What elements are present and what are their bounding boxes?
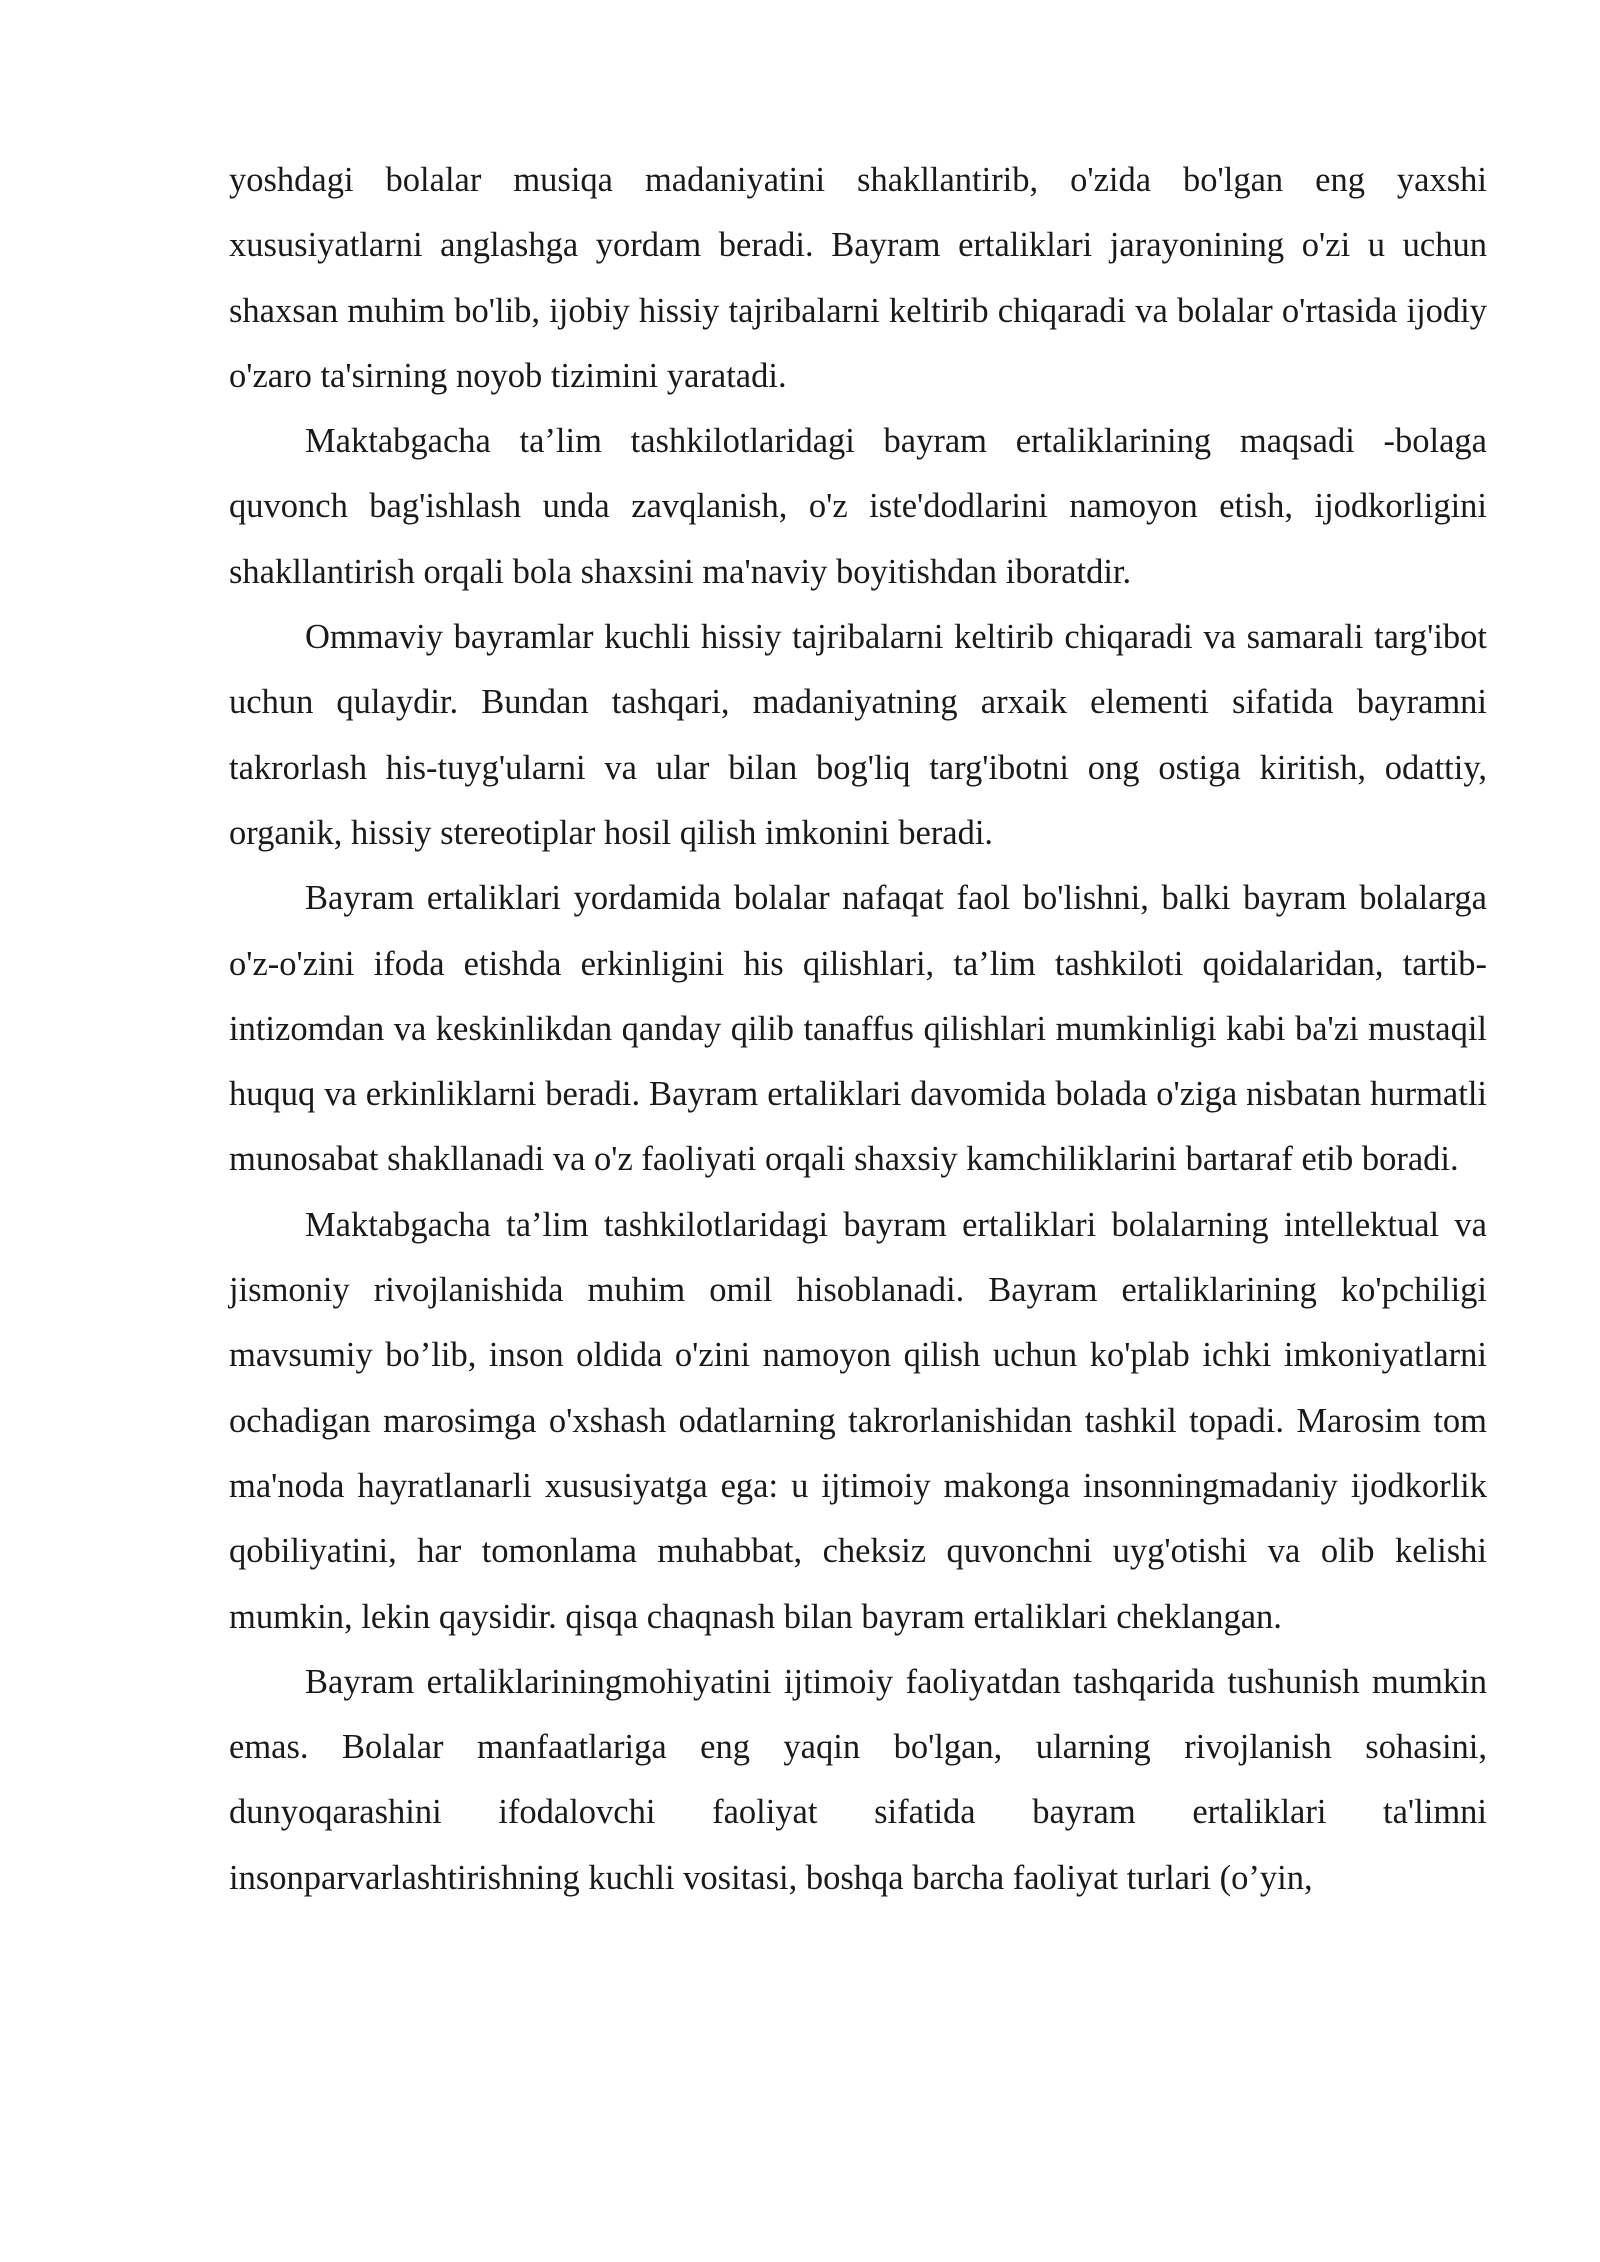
paragraph-4: Bayram ertaliklari yordamida bolalar nafaqat faol bo'lishni, balki bayram bolalarga o'z-o'zini ifoda etishda erkinligini his qilishlari, ta’lim tashkiloti qoidalaridan, tartib-intizomdan va keskinlikdan qanday qilib tanaffus qilishlari mumkinligi kabi ba'zi mustaqil huquq va erkinliklarni beradi. Bayram ertaliklari davomida bolada o'ziga nisbatan hurmatli munosabat shakllanadi va o'z faoliyati orqali shaxsiy kamchiliklarini bartaraf etib boradi.: [229, 879, 1487, 1179]
document-body: [229, 148, 1487, 1911]
paragraph-5: Maktabgacha ta’lim tashkilotlaridagi bayram ertaliklari bolalarning intellektual va jismoniy rivojlanishida muhim omil hisoblanadi. Bayram ertaliklarining ko'pchiligi mavsumiy bo’lib, inson oldida o'zini namoyon qilish uchun ko'plab ichki imkoniyatlarni ochadigan marosimga o'xshash odatlarning takrorlanishidan tashkil topadi. Marosim tom ma'noda hayratlanarli xususiyatga ega: u ijtimoiy makonga insonningmadaniy ijodkorlik qobiliyatini, har tomonlama muhabbat, cheksiz quvonchni uyg'otishi va olib kelishi mumkin, lekin qaysidir. qisqa chaqnash bilan bayram ertaliklari cheklangan.: [229, 1205, 1487, 1636]
paragraph-1: yoshdagi bolalar musiqa madaniyatini shakllantirib, o'zida bo'lgan eng yaxshi xususiyatlarni anglashga yordam beradi. Bayram ertaliklari jarayonining o'zi u uchun shaxsan muhim bo'lib, ijobiy hissiy tajribalarni keltirib chiqaradi va bolalar o'rtasida ijodiy o'zaro ta'sirning noyob tizimini yaratadi.: [229, 161, 1487, 395]
paragraph-3: Ommaviy bayramlar kuchli hissiy tajribalarni keltirib chiqaradi va samarali targ'ibot uchun qulaydir. Bundan tashqari, madaniyatning arxaik elementi sifatida bayramni takrorlash his-tuyg'ularni va ular bilan bog'liq targ'ibotni ong ostiga kiritish, odattiy, organik, hissiy stereotiplar hosil qilish imkonini beradi.: [229, 618, 1487, 852]
paragraph-2: Maktabgacha ta’lim tashkilotlaridagi bayram ertaliklarining maqsadi -bolaga quvonch bag'ishlash unda zavqlanish, o'z iste'dodlarini namoyon etish, ijodkorligini shakllantirish orqali bola shaxsini ma'naviy boyitishdan iboratdir.: [229, 422, 1487, 591]
paragraph-6: Bayram ertaliklariningmohiyatini ijtimoiy faoliyatdan tashqarida tushunish mumkin emas. Bolalar manfaatlariga eng yaqin bo'lgan, ularning rivojlanish sohasini, dunyoqarashini ifodalovchi faoliyat sifatida bayram ertaliklari ta'limni insonparvarlashtirishning kuchli vositasi, boshqa barcha faoliyat turlari (o’yin,: [229, 1662, 1487, 1897]
